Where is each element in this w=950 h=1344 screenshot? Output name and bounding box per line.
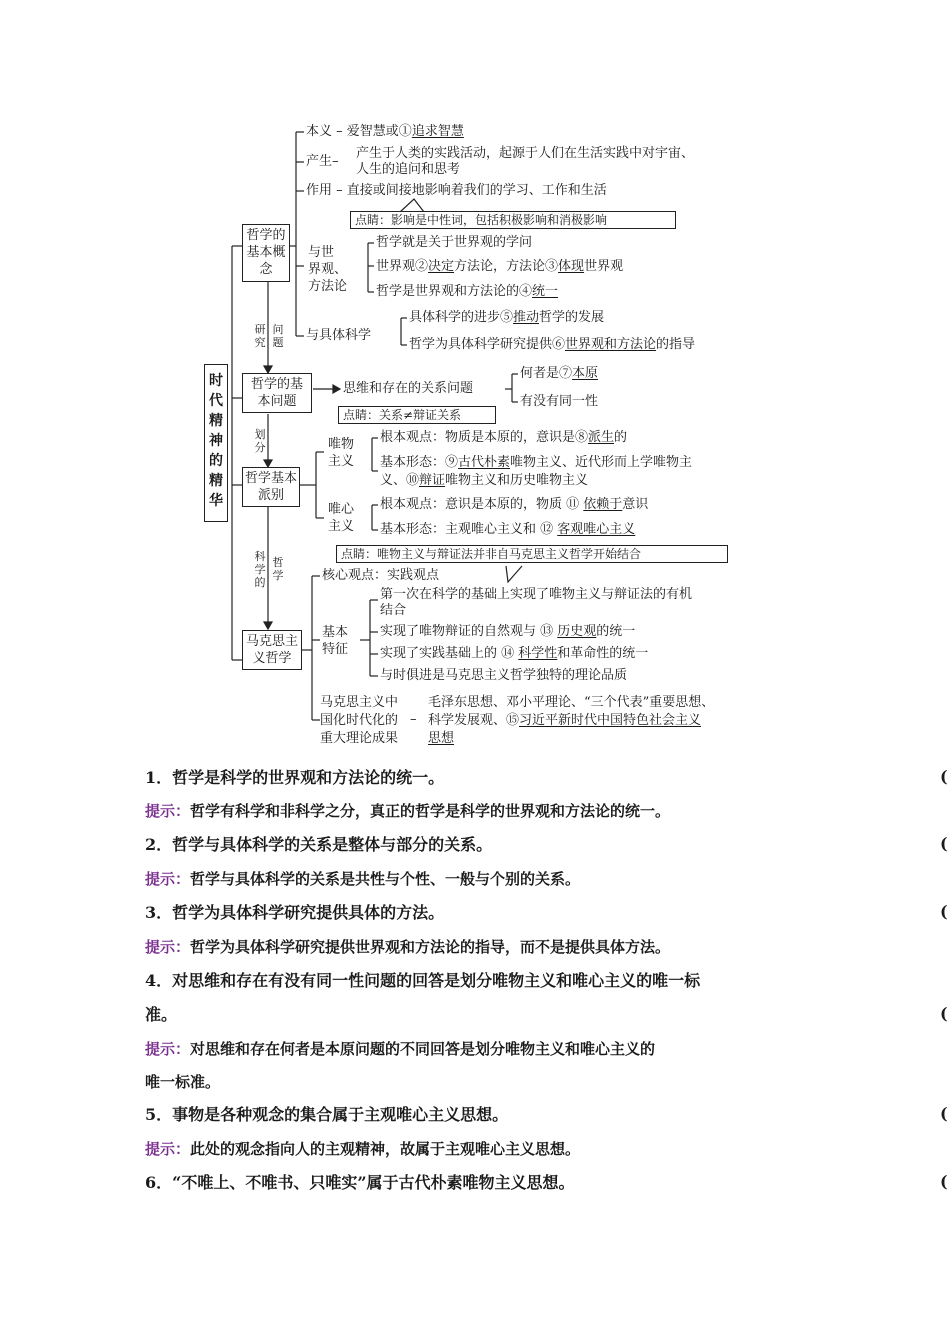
dash: – (332, 154, 339, 169)
worldview-label-2: 界观、 (308, 262, 348, 277)
features-label-2: 特征 (322, 642, 349, 657)
sc-row-2 (409, 337, 695, 353)
hint-4-line1 (145, 1038, 655, 1060)
answer-paren-1: ( (940, 767, 948, 786)
benyi-pre: 爱智慧或① (346, 124, 412, 139)
ide-row-1 (380, 497, 648, 513)
core-view: 核心观点：实践观点 (322, 568, 440, 583)
feature-1-line1: 第一次在科学的基础上实现了唯物主义与辩证法的有机 (380, 587, 693, 602)
ide-row-2 (380, 522, 635, 538)
wv-row-3 (376, 284, 558, 300)
hint-3-label: 提示： (145, 938, 191, 956)
materialism-label-1: 唯物 (328, 437, 355, 452)
basic-question-box (242, 373, 312, 413)
sinicization-line1: 毛泽东思想、邓小平理论、“三个代表”重要思想、 (428, 695, 715, 710)
dash: – (336, 124, 347, 139)
wv2-pre: 世界观② (376, 259, 429, 274)
answer-paren-5: ( (940, 1104, 948, 1123)
hint-4-label: 提示： (145, 1040, 191, 1058)
chansheng-label (306, 154, 339, 170)
arrow1-label-a: 研究 (254, 323, 266, 349)
f3-pre: 实现了实践基础上的 ⑭ (380, 646, 519, 661)
feature-1 (380, 587, 692, 619)
mat2-post: 唯物主义、近代形而上学唯物主 (510, 455, 693, 470)
f2-pre: 实现了唯物辩证的自然观与 ⑬ (380, 624, 558, 639)
sc2-answer: 世界观和方法论 (565, 337, 657, 352)
arrow1-label-b: 问题 (272, 323, 284, 349)
idealism-label-2: 主义 (328, 519, 355, 534)
f2-post: 的统一 (596, 624, 636, 639)
concept-box-label: 哲学的基本概念 (246, 228, 286, 277)
benyi-answer: 追求智慧 (411, 124, 464, 139)
hint-1-label: 提示： (145, 802, 191, 820)
sinicization-label-1: 马克思主义中 (320, 695, 399, 710)
science-label: 与具体科学 (306, 328, 372, 343)
worldview-label (308, 244, 347, 295)
sc1-pre: 具体科学的进步⑤ (409, 310, 514, 325)
mat3-pre: 义、⑩ (380, 473, 420, 488)
arrow2-label: 划分 (254, 428, 266, 454)
concept-box (242, 224, 290, 282)
mat-row-2 (380, 455, 692, 471)
feature-2 (380, 624, 635, 640)
wv2-answer-1: 决定 (428, 259, 455, 274)
question-6: 6．“不唯上、不唯书、只唯实”属于古代朴素唯物主义思想。 (145, 1173, 575, 1192)
zuoyong-text: 直接或间接地影响着我们的学习、工作和生活 (346, 183, 607, 198)
wv3-pre: 哲学是世界观和方法论的④ (376, 284, 533, 299)
tip-relation: 点睛：关系≠辩证关系 (338, 406, 496, 424)
ide2-answer: 客观唯心主义 (557, 522, 636, 537)
schools-box (242, 467, 300, 507)
schools-box-label: 哲学基本派别 (245, 471, 298, 503)
ide1-answer: 依赖于 (583, 497, 623, 512)
root-label: 时代精神的精华 (209, 373, 223, 509)
answer-paren-4: ( (940, 1004, 948, 1023)
bq-row-2: 有没有同一性 (520, 394, 599, 409)
hint-2 (145, 868, 580, 890)
wv2-post: 世界观 (584, 259, 624, 274)
features-label (322, 624, 348, 658)
wv2-answer-2: 体现 (558, 259, 585, 274)
sinicization-line3: 思想 (428, 731, 455, 746)
worldview-label-3: 方法论 (308, 279, 348, 294)
chansheng-line1: 产生于人类的实践活动，起源于人们在生活实践中对宇宙、 (356, 146, 695, 161)
sinicization-text (428, 694, 714, 748)
hint-2-label: 提示： (145, 870, 191, 888)
question-4-line2: 准。 (145, 1005, 178, 1024)
hint-2-text: 哲学与具体科学的关系是共性与个性、一般与个别的关系。 (190, 870, 581, 888)
sc-row-1 (409, 310, 604, 326)
hint-5 (145, 1138, 580, 1160)
root-box (204, 364, 228, 522)
features-label-1: 基本 (322, 625, 349, 640)
bq1-answer: 本原 (572, 366, 599, 381)
hint-3-text: 哲学为具体科学研究提供世界观和方法论的指导，而不是提供具体方法。 (190, 938, 671, 956)
wv2-mid: 方法论，方法论③ (454, 259, 559, 274)
idealism-label (328, 501, 354, 535)
worldview-label-1: 与世 (308, 245, 335, 260)
sinicization-dash: – (410, 712, 417, 727)
question-4-line1: 4．对思维和存在有没有同一性问题的回答是划分唯物主义和唯心主义的唯一标 (145, 971, 701, 990)
idealism-label-1: 唯心 (328, 502, 355, 517)
hint-1-text: 哲学有科学和非科学之分，真正的哲学是科学的世界观和方法论的统一。 (190, 802, 671, 820)
answer-paren-3: ( (940, 902, 948, 921)
question-3: 3．哲学为具体科学研究提供具体的方法。 (145, 903, 445, 922)
sinicization-label-2: 国化时代化的 (320, 713, 399, 728)
hint-4-text-1: 对思维和存在何者是本原问题的不同回答是划分唯物主义和唯心主义的 (190, 1040, 656, 1058)
mat-row-1 (380, 430, 627, 446)
dash: – (336, 183, 347, 198)
benyi-label: 本义 (306, 124, 333, 139)
chansheng-label-text: 产生 (306, 154, 333, 169)
mat3-answer: 辩证 (419, 473, 446, 488)
mat-row-3 (380, 473, 588, 489)
hint-5-label: 提示： (145, 1140, 191, 1158)
zuoyong-label: 作用 (306, 183, 333, 198)
hint-3 (145, 936, 670, 958)
mat2-pre: 基本形态：⑨ (380, 455, 459, 470)
benyi-row (306, 124, 464, 140)
marx-box (242, 630, 302, 670)
sc2-pre: 哲学为具体科学研究提供⑥ (409, 337, 566, 352)
question-5: 5．事物是各种观念的集合属于主观唯心主义思想。 (145, 1105, 509, 1124)
arrow3-label-a: 科学的 (254, 550, 266, 589)
f3-answer: 科学性 (518, 646, 558, 661)
tip-dialectics: 点睛：唯物主义与辩证法并非自马克思主义哲学开始结合 (336, 545, 728, 563)
sc1-answer: 推动 (513, 310, 540, 325)
marx-box-label: 马克思主义哲学 (245, 634, 298, 666)
sin-line2-pre: 科学发展观、⑮ (428, 713, 520, 728)
zuoyong-row (306, 183, 607, 199)
bq-row-1 (520, 366, 598, 382)
mat1-post: 的 (614, 430, 628, 445)
ide1-pre: 根本观点：意识是本原的，物质 ⑪ (380, 497, 584, 512)
wv3-answer: 统一 (532, 284, 559, 299)
feature-4: 与时俱进是马克思主义哲学独特的理论品质 (380, 668, 628, 683)
wv-row-1: 哲学就是关于世界观的学问 (376, 235, 533, 250)
sc2-post: 的指导 (656, 337, 696, 352)
sinicization-label (320, 694, 398, 748)
ide2-pre: 基本形态：主观唯心主义和 ⑫ (380, 522, 558, 537)
materialism-label-2: 主义 (328, 454, 355, 469)
answer-paren-2: ( (940, 834, 948, 853)
sinicization-label-3: 重大理论成果 (320, 731, 399, 746)
chansheng-text (356, 146, 694, 178)
feature-1-line2: 结合 (380, 603, 407, 618)
mat3-post: 唯物主义和历史唯物主义 (445, 473, 589, 488)
mat2-answer: 古代朴素 (458, 455, 511, 470)
sc1-post: 哲学的发展 (539, 310, 605, 325)
feature-3 (380, 646, 648, 662)
f2-answer: 历史观 (557, 624, 597, 639)
tip-influence: 点睛：影响是中性词，包括积极影响和消极影响 (350, 211, 676, 229)
sinicization-line2 (428, 712, 714, 730)
sin-line2-answer: 习近平新时代中国特色社会主义 (519, 713, 702, 728)
hint-4-line2: 唯一标准。 (145, 1073, 221, 1091)
arrow3-label-b: 哲学 (272, 556, 284, 582)
hint-1 (145, 800, 670, 822)
answer-paren-6: ( (940, 1172, 948, 1191)
bq1-pre: 何者是⑦ (520, 366, 573, 381)
question-2: 2．哲学与具体科学的关系是整体与部分的关系。 (145, 835, 493, 854)
hint-5-text: 此处的观念指向人的主观精神，故属于主观唯心主义思想。 (190, 1140, 581, 1158)
basic-question-box-label: 哲学的基本问题 (250, 377, 303, 409)
wv-row-2 (376, 259, 623, 275)
materialism-label (328, 436, 354, 470)
mat1-answer: 派生 (588, 430, 615, 445)
chansheng-line2: 人生的追问和思考 (356, 162, 461, 177)
ide1-post: 意识 (622, 497, 649, 512)
basic-question-text: 思维和存在的关系问题 (343, 381, 474, 396)
question-1: 1．哲学是科学的世界观和方法论的统一。 (145, 768, 445, 787)
f3-post: 和革命性的统一 (557, 646, 649, 661)
mat1-pre: 根本观点：物质是本原的，意识是⑧ (380, 430, 589, 445)
